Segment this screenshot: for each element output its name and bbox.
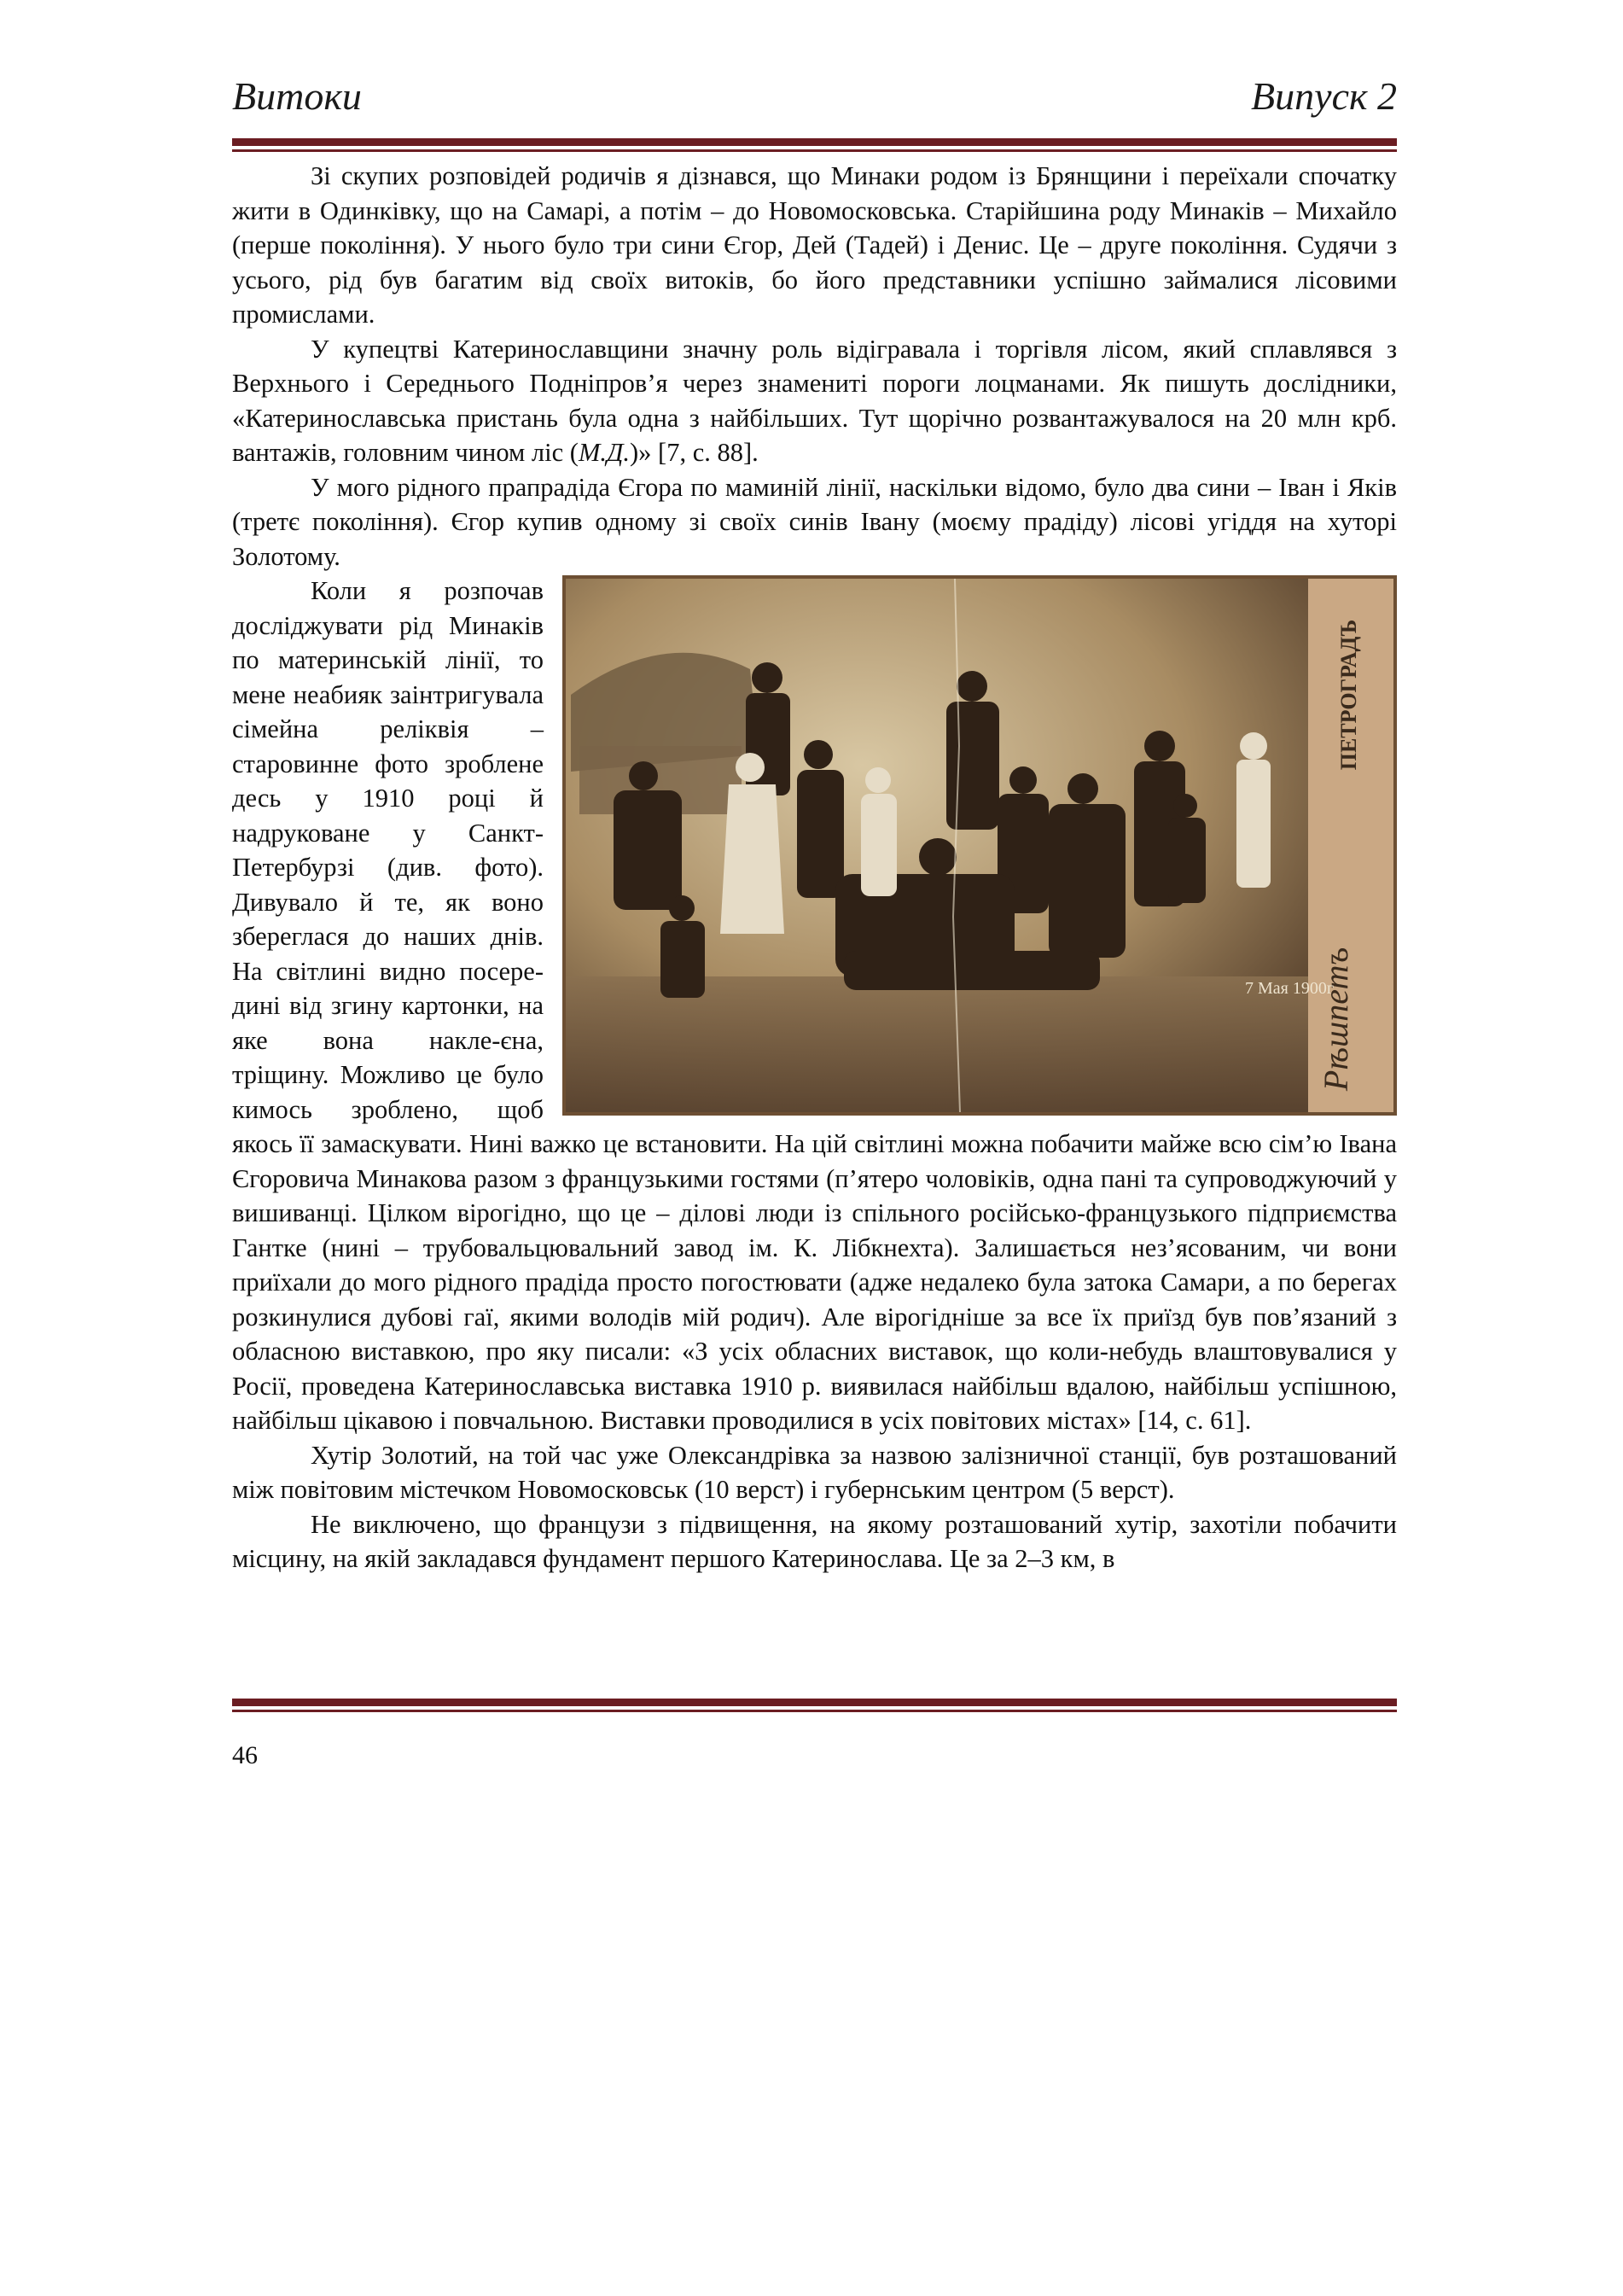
header-rule — [232, 138, 1397, 152]
svg-text:Рѣшпетъ: Рѣшпетъ — [1317, 947, 1355, 1092]
running-header — [232, 73, 1397, 133]
photo-stamp-date: 7 Мая 1900г — [1245, 979, 1335, 998]
article-body — [232, 159, 1397, 1576]
paragraph-3: У мого рідного прапрадіда Єгора по маминій лінії, наскільки відомо, було два сини – Іван і Яків (третє покоління). Єгор купив одному зі своїх синів Івану (моєму прадіду) лісові угіддя на хуторі Золотому. — [232, 472, 1397, 571]
family-photo — [562, 575, 1397, 1116]
photo-stamp-city: ПЕТРОГРАДЪ — [1336, 619, 1361, 771]
header-journal-title: Витоки — [232, 74, 362, 118]
paragraph-2: У купецтві Катеринославщини значну роль відігравала і торгівля лісом, який сплавлявся з Верхнього і Середнього Подніпров’я через знамениті пороги лоцманами. Як пишуть дослідники, «Катеринославська пристань була одна з найбільших. Тут щорічно розвантажувалося на 20 млн крб. вантажів, головним чином ліс (М.Д.)» [7, с. 88]. — [232, 334, 1397, 467]
paragraph-5: Хутір Золотий, на той час уже Олександрівка за назвою залізничної станції, був розташований між повітовим містечком Новомосковськ (10 верст) і губернським центром (5 верст). — [232, 1440, 1397, 1504]
page-number: 46 — [232, 1741, 258, 1769]
paragraph-1: Зі скупих розповідей родичів я дізнався, що Минаки родом із Брянщини і переїхали спочатку жити в Одинківку, що на Самарі, а потім – до Новомосковська. Старійшина роду Минаків – Михайло (перше покоління). У нього було три сини Єгор, Дей (Тадей) і Денис. Це – друге покоління. Судячи з усього, рід був багатим від своїх витоків, бо його представники успішно займалися лісовими промислами. — [232, 161, 1397, 329]
header-issue: Випуск 2 — [1251, 74, 1397, 118]
author-initials: М.Д. — [578, 438, 630, 467]
paragraph-4: Коли я розпочав досліджувати рід Минаків по материнській лінії, то мене неабияк заінтригувала сімейна реліквія – старовинне фото зроблене десь у 1910 році й надруковане у Санкт-Петербурзі (див. фото). Дивувало й те, як воно збереглася до наших днів. На світлині видно посере-дині від згину картонки, на яке вона накле-єна, тріщину. Можливо це було кимось зроблено, щоб якось її замаскувати. Нині важко це встановити. На цій світлині можна побачити майже всю сім’ю Івана Єгоровича Минакова разом з французькими гостями (п’ятеро чоловіків, одна пані та супроводжуючий у вишиванці. Цілком вірогідно, що це – ділові люди із спільного російсько-французького підприємства Гантке (нині – трубовальцювальний завод ім. К. Лібкнехта). Залишається нез’ясованим, чи вони приїхали до мого рідного прадіда просто погостювати (адже недалеко була затока Самари, а по берегах розкинулися дубові гаї, якими володів мій родич). Але вірогідніше за все їх приїзд був пов’язаний з обласною виставкою, про яку писали: «З усіх обласних виставок, що коли-небудь влаштовувалися у Росії, проведена Катеринославська виставка 1910 р. виявилася найбільш вдалою, найбільш успішною, найбільш цікавою і повчальною. Виставки проводилися в усіх повітових містах» [14, с. 61]. — [232, 576, 1397, 1435]
paragraph-6: Не виключено, що французи з підвищення, на якому розташований хутір, захотіли побачити місцину, на якій закладався фундамент першого Катеринослава. Це за 2–3 км, в — [232, 1509, 1397, 1573]
footer-rule — [232, 1699, 1397, 1712]
